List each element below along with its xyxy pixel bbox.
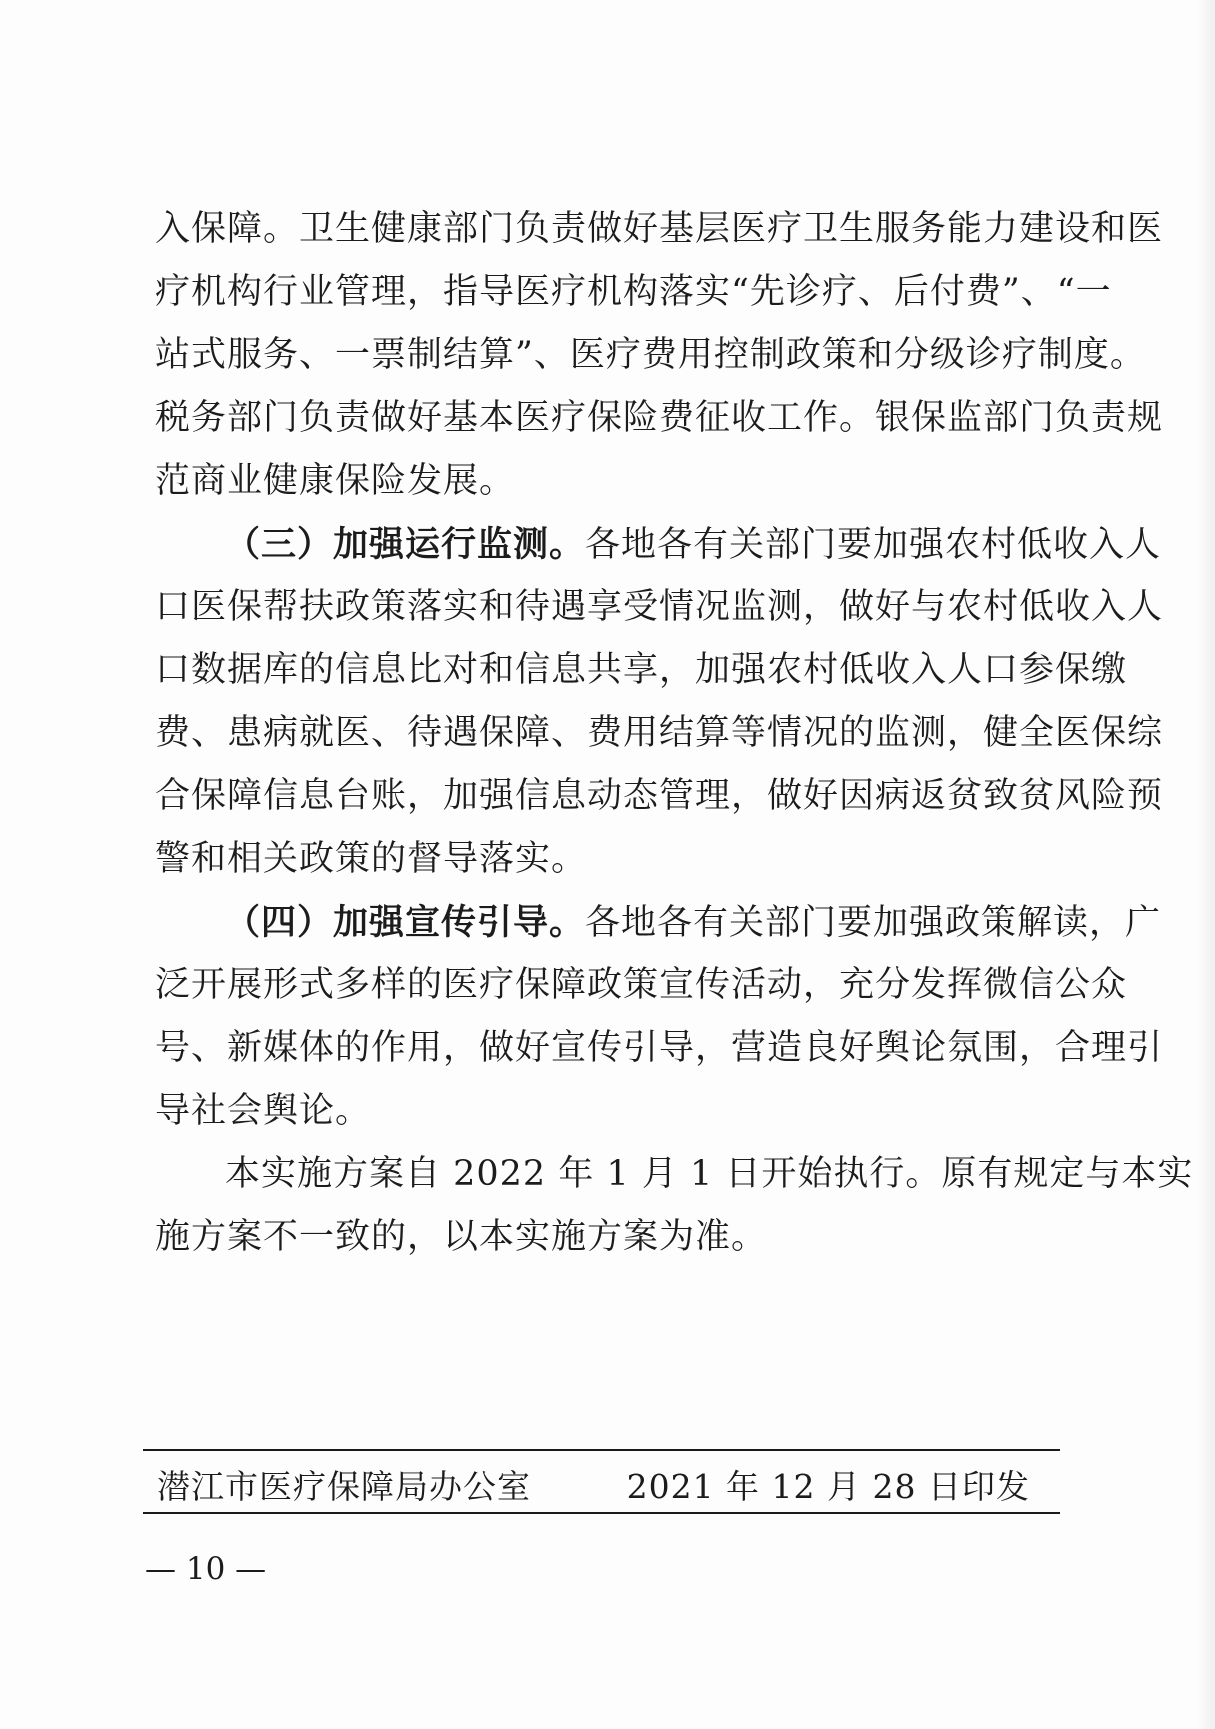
page-number: — 10 — (145, 1551, 267, 1587)
paragraph-1-line-3: 站式服务、一票制结算”、医疗费用控制政策和分级诊疗制度。 (155, 335, 1146, 375)
paragraph-2-line-5: 合保障信息台账，加强信息动态管理，做好因病返贫致贫风险预 (155, 776, 1164, 816)
paragraph-1-line-4: 税务部门负责做好基本医疗保险费征收工作。银保监部门负责规 (155, 398, 1164, 438)
paragraph-4-line-2: 施方案不一致的，以本实施方案为准。 (155, 1217, 768, 1257)
imprint-footer (143, 1449, 1060, 1514)
paragraph-2-line-6: 警和相关政策的督导落实。 (155, 839, 588, 879)
paragraph-4-line-1: 本实施方案自 2022 年 1 月 1 日开始执行。原有规定与本实 (225, 1154, 1194, 1194)
document-body (155, 198, 1194, 1269)
section-heading-monitoring: （三）加强运行监测。 (225, 524, 586, 565)
section-heading-publicity: （四）加强宣传引导。 (225, 902, 586, 943)
paragraph-1-line-2: 疗机构行业管理，指导医疗机构落实“先诊疗、后付费”、“一 (155, 272, 1112, 312)
paragraph-2-line-1 (155, 513, 1162, 576)
paragraph-2-line-1-text: 各地各有关部门要加强农村低收入人 (585, 525, 1162, 565)
paragraph-2-line-3: 口数据库的信息比对和信息共享，加强农村低收入人口参保缴 (155, 650, 1128, 690)
paragraph-3-line-1-text: 各地各有关部门要加强政策解读，广 (585, 903, 1162, 943)
issuing-office: 潜江市医疗保障局办公室 (157, 1467, 531, 1506)
paragraph-3-line-2: 泛开展形式多样的医疗保障政策宣传活动，充分发挥微信公众 (155, 965, 1128, 1005)
paragraph-3-line-3: 号、新媒体的作用，做好宣传引导，营造良好舆论氛围，合理引 (155, 1028, 1164, 1068)
paragraph-2-line-2: 口医保帮扶政策落实和待遇享受情况监测，做好与农村低收入人 (155, 587, 1164, 627)
paragraph-3-line-4: 导社会舆论。 (155, 1091, 372, 1131)
paragraph-2-line-4: 费、患病就医、待遇保障、费用结算等情况的监测，健全医保综 (155, 713, 1164, 753)
issue-date: 2021 年 12 月 28 日印发 (626, 1467, 1030, 1506)
paragraph-1-line-5: 范商业健康保险发展。 (155, 461, 516, 501)
paragraph-1-line-1: 入保障。卫生健康部门负责做好基层医疗卫生服务能力建设和医 (155, 209, 1164, 249)
paragraph-3-line-1 (155, 891, 1162, 954)
scan-shadow (1197, 0, 1215, 1729)
